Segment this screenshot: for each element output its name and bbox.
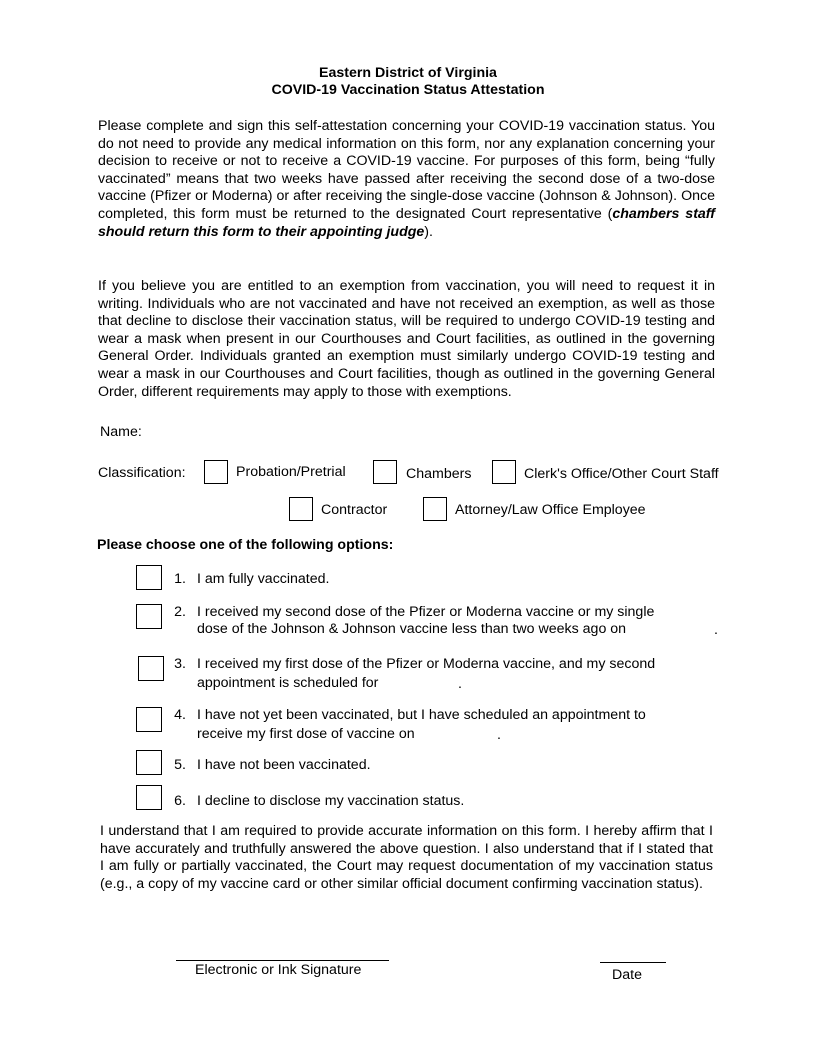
intro-text: Please complete and sign this self-attestation concerning your COVID-19 vaccination status. You do not need to provide any medical information on this form, nor any explanation concerning your decision to receive or not to receive a COVID-19 vaccine. For purposes of this form, being “fully vaccinated” means that two weeks have passed after receiving the second dose of a two-dose vaccine (Pfizer or Moderna) or after receiving the single-dose vaccine (Johnson & Johnson). Once completed, this form must be returned to the designated Court representative ( bbox=[98, 118, 715, 222]
option-number: 4. bbox=[174, 707, 186, 723]
options-heading: Please choose one of the following options: bbox=[97, 537, 394, 553]
option-3-text-line2: appointment is scheduled for bbox=[197, 675, 379, 691]
signature-label: Electronic or Ink Signature bbox=[195, 962, 362, 978]
affirmation-paragraph: I understand that I am required to provide accurate information on this form. I hereby affirm that I have accurately and truthfully answered the above question. I also understand that if I stated that I am fully or partially vaccinated, the Court may request documentation of my vaccination status (e.g., a copy of my vaccine card or other similar official document confirming vaccination status). bbox=[100, 823, 713, 892]
date-label: Date bbox=[612, 967, 642, 983]
option-2-period: . bbox=[714, 622, 718, 638]
classification-option-chambers: Chambers bbox=[406, 466, 472, 482]
exemption-paragraph: If you believe you are entitled to an exemption from vaccination, you will need to request it in writing. Individuals who are not vaccinated and have not received an exemption, as well as those that decline to disclose their vaccination status, will be required to undergo COVID-19 testing and wear a mask when present in our Courthouses and Court facilities, as outlined in the governing General Order. Individuals granted an exemption must similarly undergo COVID-19 testing and wear a mask in our Courthouses and Court facilities, though as outlined in the governing General Order, different requirements may apply to those with exemptions. bbox=[98, 278, 715, 400]
form-district-title: Eastern District of Virginia bbox=[319, 65, 497, 81]
option-1-text: I am fully vaccinated. bbox=[197, 571, 330, 587]
name-label: Name: bbox=[100, 424, 142, 440]
classification-option-clerks-office: Clerk's Office/Other Court Staff bbox=[524, 466, 719, 482]
option-3-text-line1: I received my first dose of the Pfizer or Moderna vaccine, and my second bbox=[197, 656, 656, 672]
checkbox-probation-pretrial[interactable] bbox=[204, 460, 228, 484]
option-2-text-line1: I received my second dose of the Pfizer or Moderna vaccine or my single bbox=[197, 604, 655, 620]
option-number: 3. bbox=[174, 656, 186, 672]
option-6-text: I decline to disclose my vaccination status. bbox=[197, 793, 465, 809]
checkbox-option-1[interactable] bbox=[136, 565, 162, 590]
option-4-text-line1: I have not yet been vaccinated, but I have scheduled an appointment to bbox=[197, 707, 646, 723]
date-line[interactable] bbox=[600, 962, 666, 963]
intro-emphasis: chambers staff should return this form to their appointing judge bbox=[98, 205, 715, 240]
classification-label: Classification: bbox=[98, 465, 186, 481]
classification-option-probation: Probation/Pretrial bbox=[236, 464, 346, 480]
classification-option-attorney: Attorney/Law Office Employee bbox=[455, 502, 646, 518]
checkbox-option-4[interactable] bbox=[136, 707, 162, 732]
classification-option-contractor: Contractor bbox=[321, 502, 388, 518]
option-number: 1. bbox=[174, 571, 186, 587]
option-number: 6. bbox=[174, 793, 186, 809]
intro-text-end: ). bbox=[424, 223, 433, 240]
option-3-period: . bbox=[458, 676, 462, 692]
option-5-text: I have not been vaccinated. bbox=[197, 757, 371, 773]
checkbox-contractor[interactable] bbox=[289, 497, 313, 521]
signature-line[interactable] bbox=[176, 960, 389, 961]
checkbox-attorney[interactable] bbox=[423, 497, 447, 521]
option-number: 5. bbox=[174, 757, 186, 773]
checkbox-option-5[interactable] bbox=[136, 750, 162, 775]
checkbox-option-3[interactable] bbox=[138, 656, 164, 681]
option-number: 2. bbox=[174, 604, 186, 620]
checkbox-option-6[interactable] bbox=[136, 785, 162, 810]
option-4-text-line2: receive my first dose of vaccine on bbox=[197, 726, 415, 742]
checkbox-option-2[interactable] bbox=[136, 604, 162, 629]
checkbox-chambers[interactable] bbox=[373, 460, 397, 484]
intro-paragraph bbox=[98, 118, 715, 241]
form-title: COVID-19 Vaccination Status Attestation bbox=[271, 82, 545, 98]
option-4-period: . bbox=[497, 727, 501, 743]
checkbox-clerks-office[interactable] bbox=[492, 460, 516, 484]
option-2-text-line2: dose of the Johnson & Johnson vaccine less than two weeks ago on bbox=[197, 621, 627, 637]
